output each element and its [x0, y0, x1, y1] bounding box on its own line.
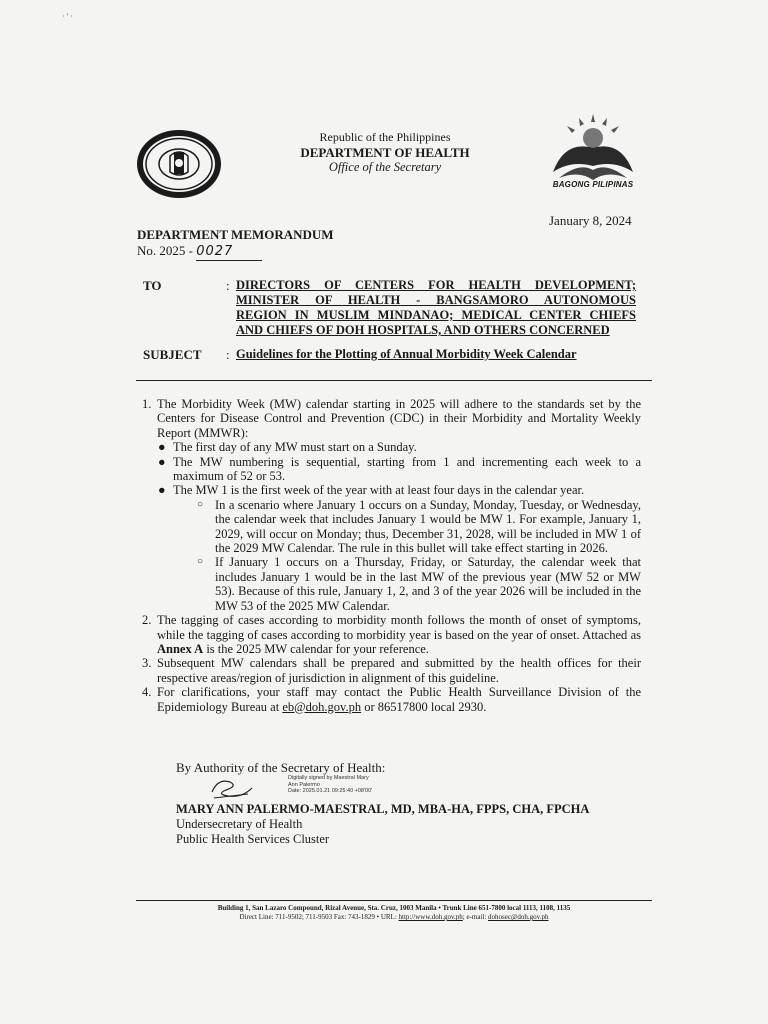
list-number: 2.	[142, 613, 152, 628]
to-line: DIRECTORS OF CENTERS FOR HEALTH DEVELOPMENT;	[236, 278, 636, 292]
digital-signature-line: Digitally signed by Maestral Mary	[288, 775, 369, 781]
to-line: MINISTER OF HEALTH - BANGSAMORO AUTONOMOUS	[236, 293, 636, 307]
digital-signature-line: Ann Palermo	[288, 781, 320, 788]
list-text	[157, 685, 641, 714]
list-text: Subsequent MW calendars shall be prepared and submitted by the health offices for their respective areas/region of jurisdiction in alignment of this guideline.	[157, 656, 641, 685]
list-item	[139, 656, 641, 685]
signer-cluster: Public Health Services Cluster	[176, 832, 330, 846]
bullet-item	[139, 455, 641, 484]
subject-label: SUBJECT	[143, 347, 202, 362]
to-line: REGION IN MUSLIM MINDANAO; MEDICAL CENTER CHIEFS	[236, 308, 636, 322]
list-text-part: or 86517800 local 2930.	[361, 699, 487, 714]
footer-email-link[interactable]: dohosec@doh.gov.ph	[488, 913, 549, 921]
bagong-pilipinas-text: BAGONG PILIPINAS	[552, 180, 634, 189]
authority-line: By Authority of the Secretary of Health:	[176, 760, 386, 775]
subject-text: Guidelines for the Plotting of Annual Morbidity Week Calendar	[236, 347, 577, 361]
digital-signature-line: Date: 2025.01.21 09:25:40 +08'00'	[288, 788, 373, 794]
memo-date: January 8, 2024	[549, 213, 632, 228]
sub-bullet-item	[139, 498, 641, 556]
bullet-text: The MW 1 is the first week of the year with at least four days in the calendar year.	[173, 483, 585, 498]
sub-bullet-text: In a scenario where January 1 occurs on a Sunday, Monday, Tuesday, or Wednesday, the calendar week that includes January 1 would be MW 1. For example, January 1, 2029, will occur on Monday; thus, December 31, 2028, will be included in MW 1 of the 2029 MW Calendar. The rule in this bullet will take effect starting in 2026.	[215, 497, 641, 556]
bullet-text: The MW numbering is sequential, starting from 1 and incrementing each week to a maximum of 52 or 53.	[173, 454, 641, 484]
bullet-item	[139, 483, 641, 497]
footer-address-line: Building 1, San Lazaro Compound, Rizal Avenue, Sta. Cruz, 1003 Manila • Trunk Line 651-7800 local 1113, 1108, 1135	[217, 904, 571, 912]
list-text-part: For clarifications, your staff may contact the Public Health Surveillance Division of the Epidemiology Bureau at	[157, 685, 641, 714]
department-name: DEPARTMENT OF HEALTH	[300, 145, 470, 160]
to-line: AND CHIEFS OF DOH HOSPITALS, AND OTHERS CONCERNED	[236, 323, 610, 337]
footer-line	[136, 904, 652, 913]
footer-address	[136, 904, 652, 922]
signer-name: MARY ANN PALERMO-MAESTRAL, MD, MBA-HA, FPPS, CHA, FPCHA	[176, 802, 590, 816]
footer-contact-text: ; e-mail:	[462, 913, 489, 921]
list-text-part: The tagging of cases according to morbidity month follows the month of onset of symptoms, while the tagging of cases according to morbidity year is based on the year of onset. Attached as	[157, 613, 641, 642]
bullet-item	[139, 440, 641, 454]
header-divider	[136, 380, 652, 381]
list-item	[139, 685, 641, 714]
list-item	[139, 397, 641, 440]
footer-line	[136, 913, 652, 922]
memo-number-handwritten: 0027	[196, 244, 262, 261]
doh-seal-logo	[134, 128, 224, 200]
memo-number-prefix: No. 2025 -	[137, 243, 193, 258]
memo-heading	[137, 227, 334, 261]
email-link[interactable]: eb@doh.gov.ph	[282, 699, 362, 714]
bullet-text: The first day of any MW must start on a Sunday.	[173, 440, 417, 455]
bullet-dot-icon: ●	[158, 483, 166, 498]
memo-title: DEPARTMENT MEMORANDUM	[137, 227, 334, 242]
signer-title: Undersecretary of Health	[176, 817, 303, 831]
subject-colon: :	[226, 347, 230, 362]
footer-divider	[136, 900, 652, 901]
footer-contact-text: Direct Line: 711-9502; 711-9503 Fax: 743-1829 • URL:	[239, 913, 399, 921]
republic-line: Republic of the Philippines	[319, 130, 451, 144]
sub-bullet-item	[139, 555, 641, 613]
list-item	[139, 613, 641, 656]
bullet-dot-icon: ●	[158, 440, 166, 455]
footer-url-link[interactable]: http://www.doh.gov.ph	[398, 913, 463, 921]
annex-reference: Annex A	[157, 641, 204, 656]
list-number: 1.	[142, 397, 152, 411]
letterhead	[250, 130, 520, 175]
list-number: 4.	[142, 685, 152, 700]
scan-marks: · ' ·	[62, 12, 73, 21]
office-line: Office of the Secretary	[328, 160, 442, 174]
digital-signature-note	[288, 775, 372, 795]
list-text: The Morbidity Week (MW) calendar starting in 2025 will adhere to the standards set by the Centers for Disease Control and Prevention (CDC) in their Morbidity and Mortality Weekly Report (MMWR):	[157, 397, 641, 440]
list-text-part: is the 2025 MW calendar for your reference.	[203, 641, 429, 656]
to-label: TO	[143, 278, 162, 293]
circle-bullet-icon: ○	[197, 498, 204, 510]
handwritten-signature	[208, 774, 256, 802]
list-number: 3.	[142, 656, 152, 671]
memo-body	[139, 397, 641, 714]
sub-bullet-text: If January 1 occurs on a Thursday, Friday, or Saturday, the calendar week that includes January 1 would be in the last MW of the previous year (MW 52 or MW 53). Because of this rule, January 1, 2, and 3 of the year 2026 will be included in the MW 53 of the 2025 MW Calendar.	[215, 555, 641, 613]
list-text	[157, 613, 641, 656]
circle-bullet-icon: ○	[197, 556, 204, 568]
bullet-dot-icon: ●	[158, 454, 166, 469]
to-colon: :	[226, 278, 230, 293]
to-recipients	[236, 278, 636, 338]
memo-number	[137, 243, 334, 261]
